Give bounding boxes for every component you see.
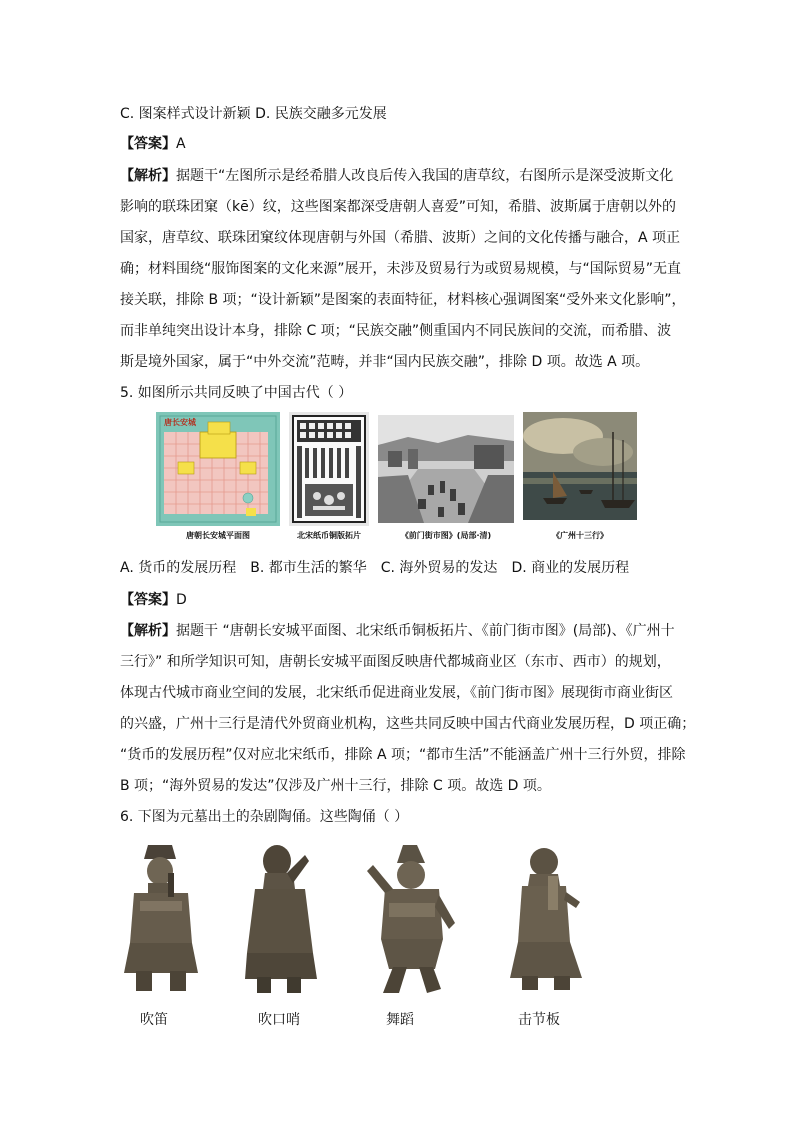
- figurine-image: [363, 843, 459, 995]
- figurine-whistle: [243, 843, 319, 995]
- q4-options-cd: C. 图案样式设计新颖 D. 民族交融多元发展: [120, 106, 387, 122]
- figure-caption: 《广州十三行》: [552, 531, 608, 540]
- answer-value: D: [176, 592, 187, 608]
- thirteen-hongs-figure: [523, 412, 637, 520]
- answer-label: 【答案】: [120, 592, 176, 608]
- q5-analysis-line: 的兴盛，广州十三行是清代外贸商业机构，这些共同反映中国古代商业发展历程，D 项正确；: [120, 716, 696, 732]
- q4-answer: [120, 134, 680, 154]
- figurine-image: [243, 843, 319, 995]
- q4-analysis-line: 【解析】据题干“左图所示是经希腊人改良后传入我国的唐草纹，右图所示是深受波斯文化: [120, 168, 674, 184]
- figurine-label: 击节板: [518, 1012, 560, 1028]
- figure-caption: 《前门街市图》(局部·清): [400, 531, 492, 540]
- option-c: C. 海外贸易的发达: [380, 560, 498, 576]
- q5-answer: [120, 590, 680, 610]
- q4-analysis-line: 而非单纯突出设计本身，排除 C 项；“民族交融”侧重国内不同民族间的交流，而希腊、波: [120, 323, 672, 339]
- option-b: B. 都市生活的繁华: [250, 560, 367, 576]
- figurine-label: 吹口哨: [258, 1012, 300, 1028]
- q4-analysis-line: 接关联，排除 B 项；“设计新颖”是图案的表面特征，材料核心强调图案“受外来文化影响”，: [120, 292, 686, 308]
- q5-analysis-line: “货币的发展历程”仅对应北宋纸币，排除 A 项；“都市生活”不能涵盖广州十三行外贸，排除: [120, 747, 686, 763]
- figure-caption: 北宋纸币铜版拓片: [297, 531, 361, 540]
- qianmen-street-figure: [378, 415, 514, 523]
- q5-analysis-line: B 项；“海外贸易的发达”仅涉及广州十三行，排除 C 项。故选 D 项。: [120, 778, 551, 794]
- q4-analysis-line: 影响的联珠团窠（kē）纹，这些图案都深受唐朝人喜爱”可知，希腊、波斯属于唐朝以外的: [120, 199, 676, 215]
- figurine-dance: [363, 843, 459, 995]
- changan-map-image: [156, 412, 280, 526]
- figure-caption: 唐朝长安城平面图: [186, 531, 250, 540]
- option-a: A. 货币的发展历程: [120, 560, 237, 576]
- answer-value: A: [176, 136, 186, 152]
- figurine-flute: [118, 843, 204, 995]
- figurine-image: [118, 843, 204, 995]
- option-d: D. 商业的发展历程: [511, 560, 630, 576]
- figurine-clapper: [508, 846, 588, 992]
- q4-analysis-line: 斯是境外国家，属于“中外交流”范畴，并非“国内民族交融”，排除 D 项。故选 A 项。: [120, 354, 650, 370]
- map-title: 唐长安城: [164, 418, 196, 427]
- changan-map-figure: [156, 412, 280, 526]
- q4-analysis-line: 国家，唐草纹、联珠团窠纹体现唐朝与外国（希腊、波斯）之间的文化传播与融合，A 项正: [120, 230, 681, 246]
- figurine-label: 吹笛: [140, 1012, 168, 1028]
- figurine-label: 舞蹈: [386, 1012, 414, 1028]
- q6-stem: 6. 下图为元墓出土的杂剧陶俑。这些陶俑（ ）: [120, 809, 409, 825]
- analysis-label: 【解析】: [120, 623, 176, 639]
- q4-analysis-line: 确；材料围绕“服饰图案的文化来源”展开，未涉及贸易行为或贸易规模，与“国际贸易”无直: [120, 261, 682, 277]
- painting-image: [523, 412, 637, 520]
- song-banknote-figure: [289, 412, 369, 526]
- q5-options: [120, 558, 680, 578]
- q5-analysis-line: 体现古代城市商业空间的发展，北宋纸币促进商业发展，《前门街市图》展现街市商业街区: [120, 685, 673, 701]
- banknote-image: [289, 412, 369, 526]
- q5-stem: 5. 如图所示共同反映了中国古代（ ）: [120, 385, 353, 401]
- figurine-image: [508, 846, 588, 992]
- analysis-label: 【解析】: [120, 168, 176, 184]
- q5-analysis-line: 三行》” 和所学知识可知，唐朝长安城平面图反映唐代都城商业区（东市、西市）的规划，: [120, 654, 671, 670]
- q5-analysis-line: 【解析】据题干 “唐朝长安城平面图、北宋纸币铜板拓片、《前门街市图》(局部)、《广州十: [120, 623, 675, 639]
- answer-label: 【答案】: [120, 136, 176, 152]
- street-photo-image: [378, 415, 514, 523]
